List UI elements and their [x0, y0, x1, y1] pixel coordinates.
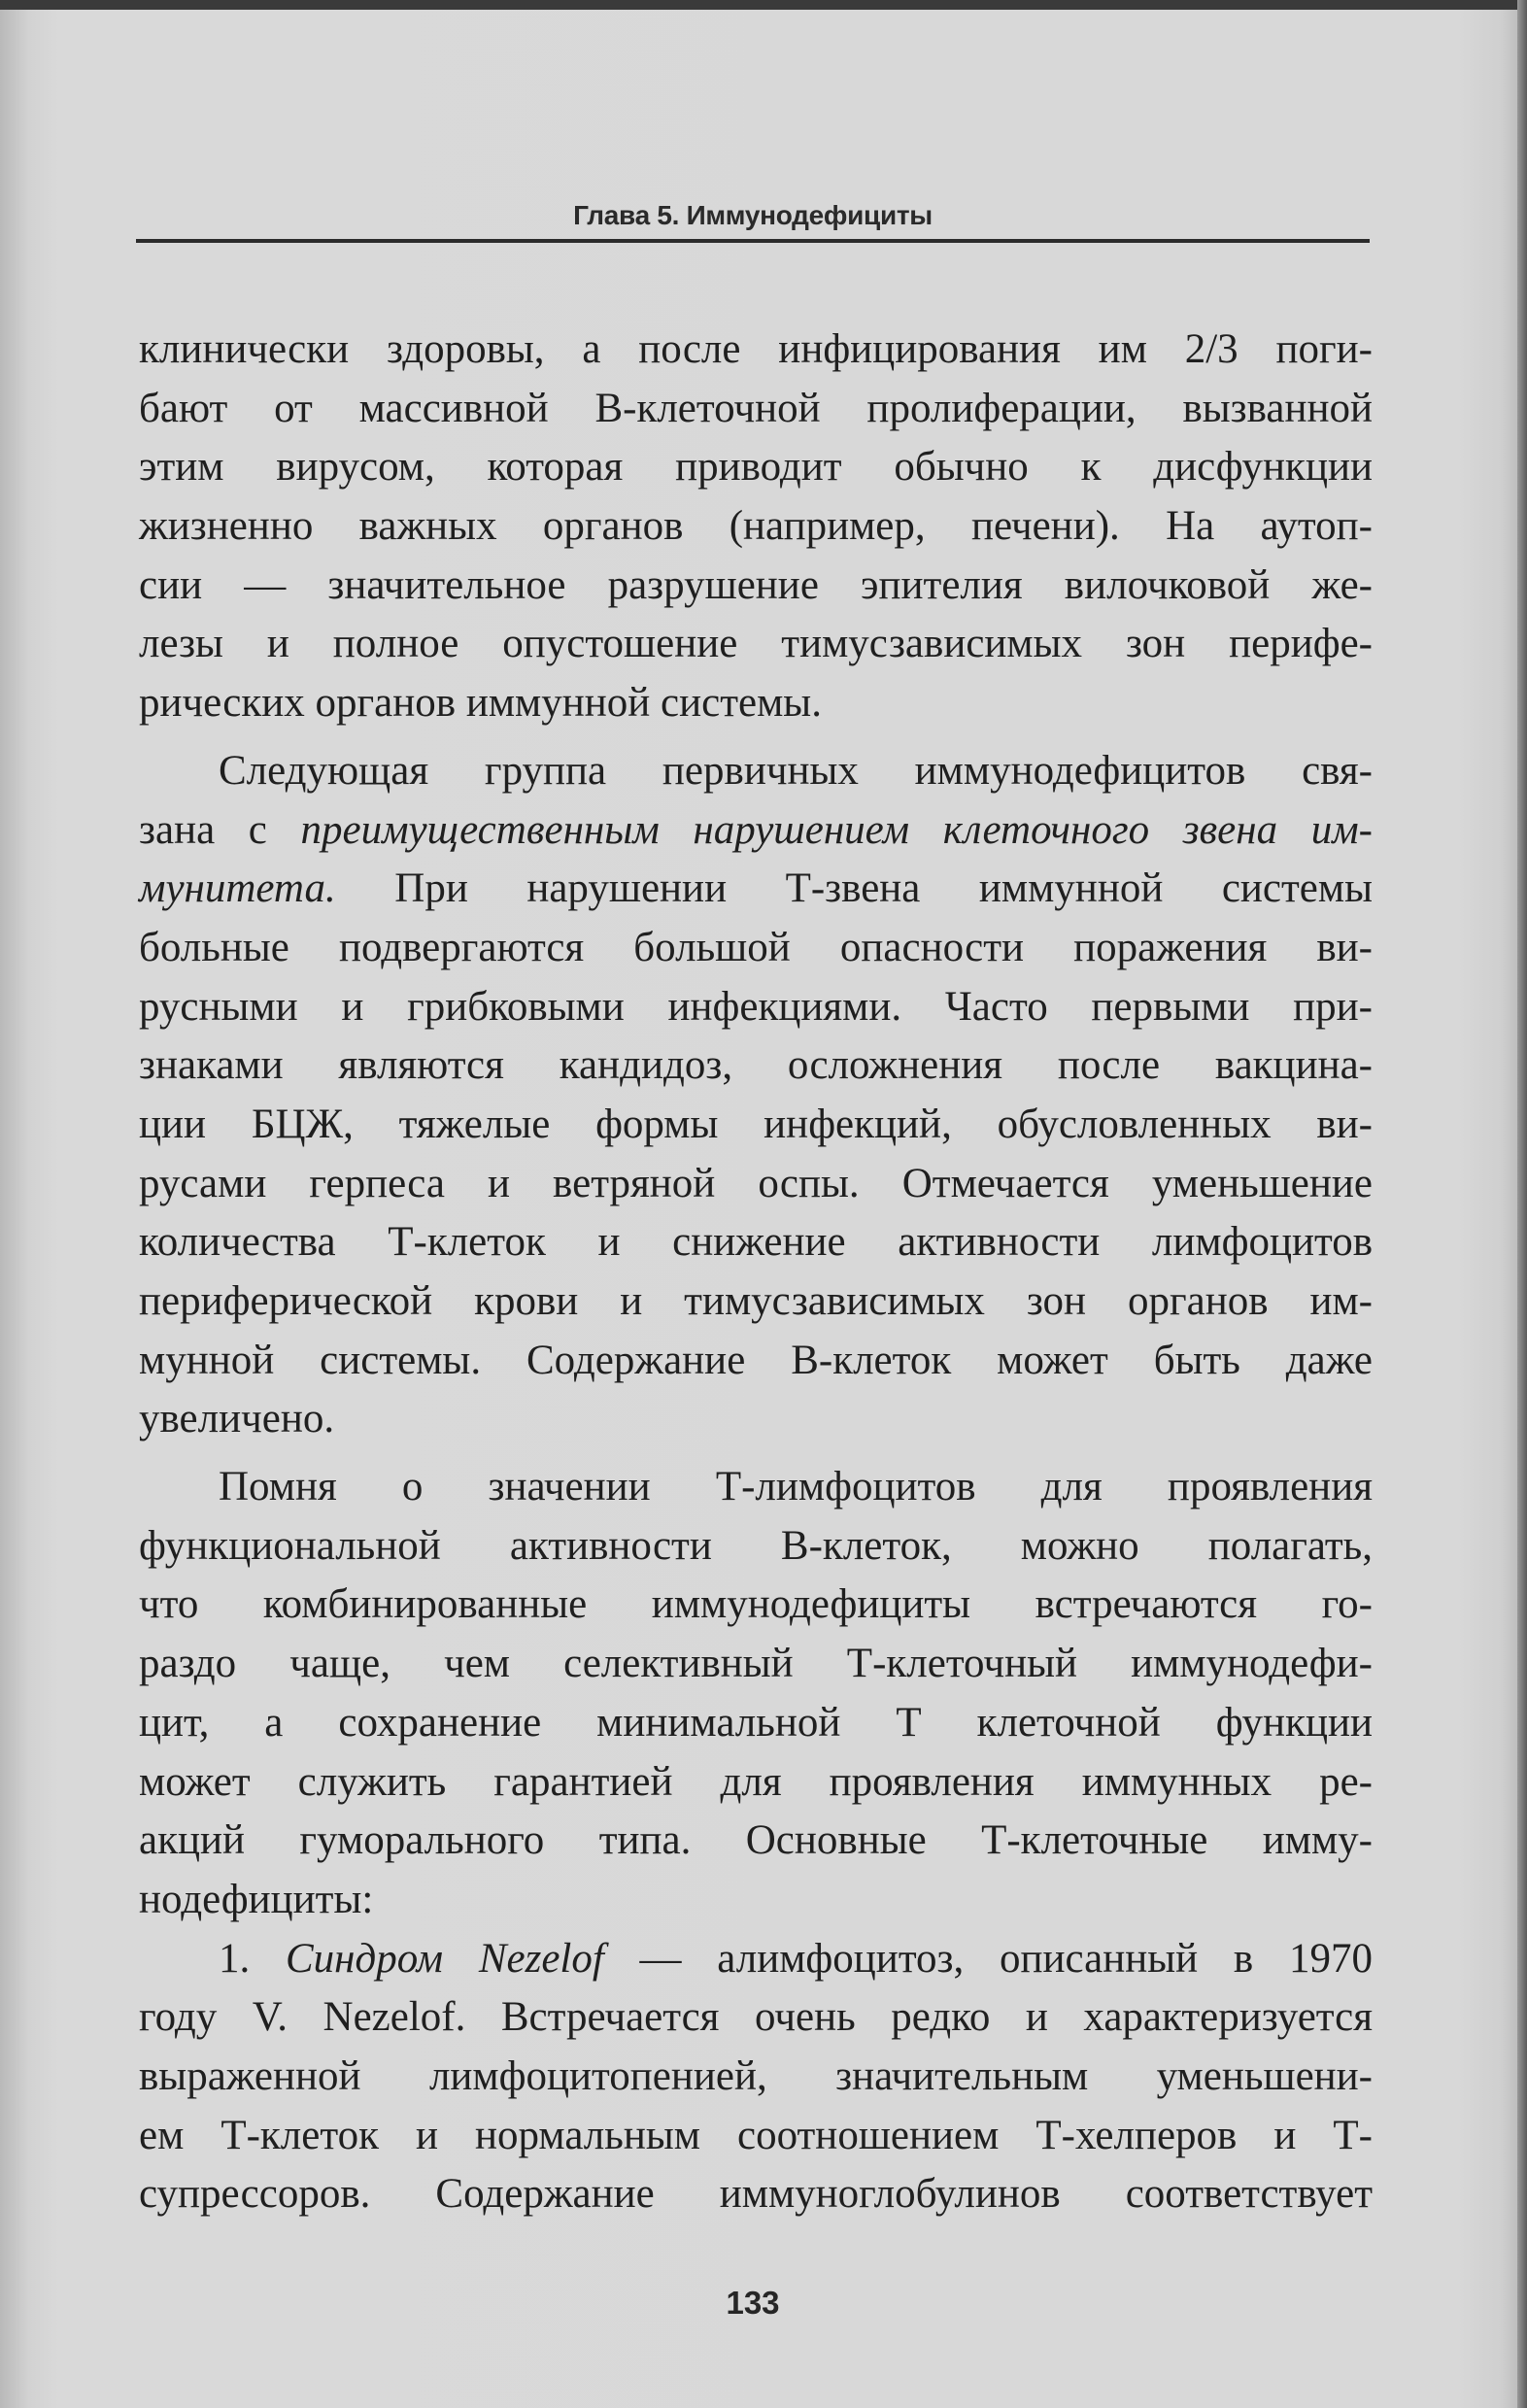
- text-line: ем Т-клеток и нормальным соотношением Т-хелперов и Т-: [139, 2112, 1373, 2158]
- text-line: лезы и полное опустошение тимусзависимых зон перифе-: [139, 621, 1373, 667]
- text-line: этим вирусом, которая приводит обычно к дисфункции: [139, 444, 1373, 491]
- text-line: сии — значительное разрушение эпителия вилочковой же-: [139, 561, 1373, 608]
- page-right-edge: [1517, 0, 1527, 2408]
- text-line: раздо чаще, чем селективный Т-клеточный иммунодефи-: [139, 1641, 1373, 1687]
- page-top-edge: [0, 0, 1527, 10]
- list-number: 1.: [219, 1935, 286, 1982]
- text-line: периферической крови и тимусзависимых зон органов им-: [139, 1278, 1373, 1324]
- text-line: что комбинированные иммунодефициты встречаются го-: [139, 1581, 1373, 1628]
- text-line: количества Т-клеток и снижение активности лимфоцитов: [139, 1219, 1373, 1266]
- text-line-mixed: [139, 860, 1373, 919]
- text-line: мунной системы. Содержание В-клеток может быть даже: [139, 1337, 1373, 1383]
- text-line: жизненно важных органов (например, печени). На аутоп-: [139, 503, 1373, 550]
- text-line: ции БЦЖ, тяжелые формы инфекций, обусловленных ви-: [139, 1101, 1373, 1147]
- text-line: больные подвергаются большой опасности поражения ви-: [139, 924, 1373, 970]
- text-line: нодефициты:: [139, 1876, 374, 1922]
- text-line: русными и грибковыми инфекциями. Часто первыми при-: [139, 983, 1373, 1030]
- text-line: Следующая группа первичных иммунодефицитов свя-: [219, 747, 1373, 794]
- text-run: зана с: [139, 806, 301, 853]
- text-line: клинически здоровы, а после инфицирования им 2/3 поги-: [139, 326, 1373, 372]
- text-line-mixed: [139, 801, 1373, 861]
- text-line: Помня о значении Т-лимфоцитов для проявления: [219, 1464, 1373, 1510]
- text-line: акций гуморального типа. Основные Т-клеточные имму-: [139, 1817, 1373, 1864]
- text-line: может служить гарантией для проявления иммунных ре-: [139, 1758, 1373, 1805]
- italic-run: мунитета.: [139, 865, 336, 912]
- italic-run: преимущественным нарушением клеточного звена им-: [300, 806, 1373, 853]
- text-line: супрессоров. Содержание иммуноглобулинов соответствует: [139, 2171, 1373, 2218]
- text-line: рических органов иммунной системы.: [139, 680, 822, 727]
- running-head: Глава 5. Иммунодефициты: [573, 200, 933, 230]
- header-rule: [136, 239, 1370, 243]
- text-line: бают от массивной В-клеточной пролиферации, вызванной: [139, 385, 1373, 431]
- text-line: функциональной активности В-клеток, можно полагать,: [139, 1522, 1373, 1569]
- text-line: году V. Nezelof. Встречается очень редко и характеризуется: [139, 1994, 1373, 2041]
- body-text: [139, 321, 1373, 2224]
- text-line: цит, а сохранение минимальной Т клеточной функции: [139, 1699, 1373, 1746]
- text-line: увеличено.: [139, 1396, 335, 1442]
- italic-run: Синдром Nezelof: [286, 1935, 604, 1982]
- text-line: русами герпеса и ветряной оспы. Отмечается уменьшение: [139, 1160, 1373, 1206]
- text-line-mixed: [139, 1930, 1373, 1989]
- text-line: знаками являются кандидоз, осложнения после вакцина-: [139, 1042, 1373, 1089]
- text-run: При нарушении Т-звена иммунной системы: [335, 865, 1373, 912]
- page-number: 133: [726, 2285, 780, 2321]
- text-run: — алимфоцитоз, описанный в 1970: [603, 1935, 1373, 1982]
- text-line: выраженной лимфоцитопенией, значительным уменьшени-: [139, 2052, 1373, 2099]
